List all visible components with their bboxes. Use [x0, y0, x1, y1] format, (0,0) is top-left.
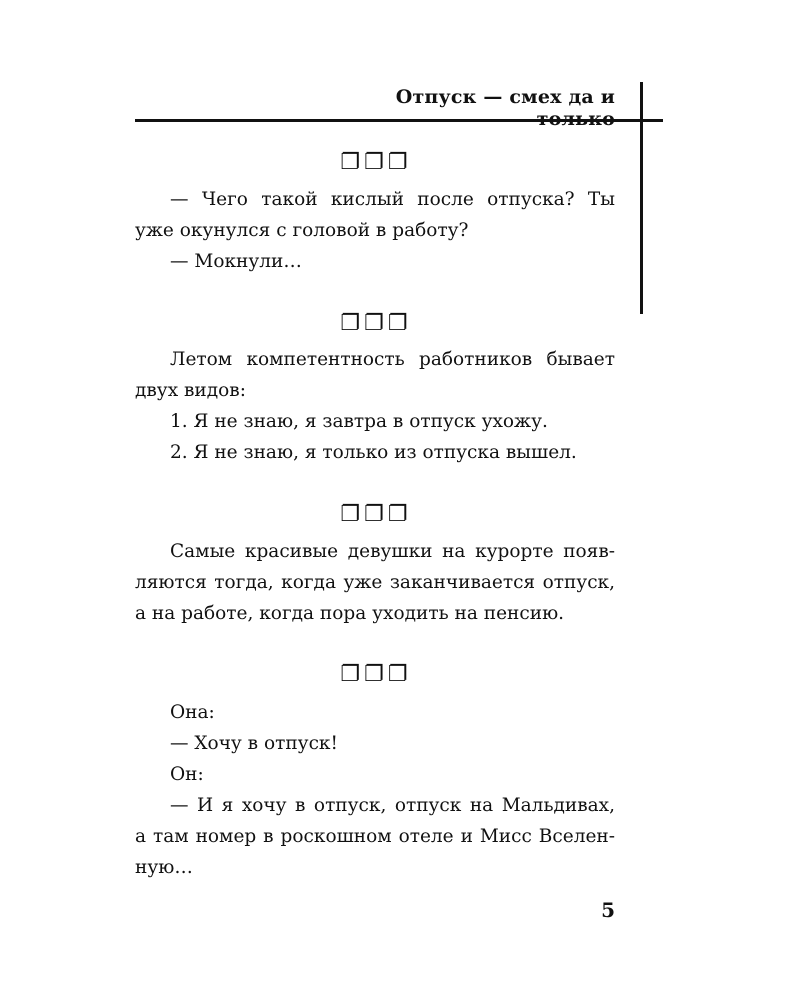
joke-line: Она: — [170, 702, 215, 723]
page-number: 5 — [601, 898, 615, 922]
header-rule-horizontal — [135, 119, 663, 122]
joke-line: Самые красивые девушки на курорте появ- — [170, 541, 615, 562]
joke-line: ную… — [135, 857, 193, 878]
joke-line: 1. Я не знаю, я завтра в отпуск ухожу. — [170, 411, 548, 432]
joke-line: ляются тогда, когда уже заканчивается отпуск, — [135, 572, 615, 593]
joke-line: — Мокнули… — [170, 251, 302, 272]
section-separator-icon: ❐❐❐ — [340, 150, 412, 175]
joke-line: а на работе, когда пора уходить на пенсию. — [135, 603, 565, 624]
section-separator-icon: ❐❐❐ — [340, 311, 412, 336]
joke-line: двух видов: — [135, 380, 246, 401]
running-header-title: Отпуск — смех да и — [395, 86, 615, 108]
joke-line: — Чего такой кислый после отпуска? Ты — [170, 189, 615, 210]
joke-3 — [135, 536, 615, 629]
joke-line: — Хочу в отпуск! — [170, 733, 338, 754]
joke-line: а там номер в роскошном отеле и Мисс Вселен- — [135, 826, 615, 847]
joke-line: Он: — [170, 764, 204, 785]
section-separator-icon: ❐❐❐ — [340, 502, 412, 527]
joke-line: Летом компетентность работников бывает — [170, 349, 615, 370]
joke-2 — [135, 344, 615, 468]
section-separator-icon: ❐❐❐ — [340, 662, 412, 687]
joke-line: — И я хочу в отпуск, отпуск на Мальдивах, — [170, 795, 615, 816]
joke-4 — [135, 697, 615, 883]
header-rule-vertical — [640, 82, 643, 314]
joke-line: 2. Я не знаю, я только из отпуска вышел. — [170, 442, 577, 463]
joke-line: уже окунулся с головой в работу? — [135, 220, 469, 241]
joke-1 — [135, 184, 615, 277]
